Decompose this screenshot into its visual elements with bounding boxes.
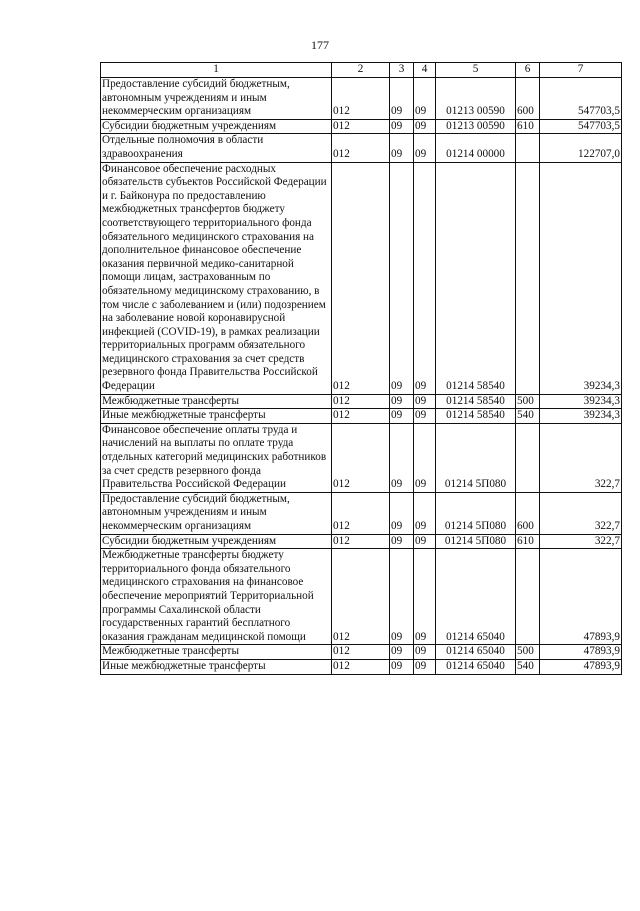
row-csr-cell: 01214 5П080 xyxy=(436,423,516,492)
row-name-cell: Межбюджетные трансферты xyxy=(101,645,332,660)
row-vr-cell: 610 xyxy=(516,534,540,549)
row-rz-cell: 09 xyxy=(390,549,414,645)
row-csr-cell: 01214 65040 xyxy=(436,645,516,660)
row-sum-cell: 47893,9 xyxy=(540,549,622,645)
row-sum-cell: 47893,9 xyxy=(540,645,622,660)
row-pr-cell: 09 xyxy=(414,78,436,120)
header-cell: 5 xyxy=(436,63,516,78)
row-name-cell: Предоставление субсидий бюджетным, автономным учреждениям и иным некоммерческим организациям xyxy=(101,78,332,120)
row-vr-cell: 540 xyxy=(516,659,540,674)
row-vr-cell: 610 xyxy=(516,119,540,134)
page-number: 177 xyxy=(311,38,329,52)
row-pr-cell: 09 xyxy=(414,659,436,674)
table-row xyxy=(101,119,622,134)
row-name-cell: Межбюджетные трансферты xyxy=(101,394,332,409)
row-pr-cell: 09 xyxy=(414,534,436,549)
row-name-cell: Субсидии бюджетным учреждениям xyxy=(101,534,332,549)
table-row xyxy=(101,394,622,409)
row-sum-cell: 122707,0 xyxy=(540,134,622,162)
table-row xyxy=(101,78,622,120)
row-rz-cell: 09 xyxy=(390,423,414,492)
header-row xyxy=(101,63,622,78)
row-rz-cell: 09 xyxy=(390,534,414,549)
table-row xyxy=(101,492,622,534)
row-rz-cell: 09 xyxy=(390,119,414,134)
row-name-cell: Предоставление субсидий бюджетным, автономным учреждениям и иным некоммерческим организациям xyxy=(101,492,332,534)
table-row xyxy=(101,409,622,424)
row-vr-cell xyxy=(516,162,540,394)
row-sum-cell: 39234,3 xyxy=(540,409,622,424)
table-row xyxy=(101,134,622,162)
row-vr-cell: 600 xyxy=(516,492,540,534)
row-rz-cell: 09 xyxy=(390,162,414,394)
row-name-cell: Иные межбюджетные трансферты xyxy=(101,409,332,424)
row-ved-cell: 012 xyxy=(332,534,390,549)
row-csr-cell: 01214 5П080 xyxy=(436,492,516,534)
row-sum-cell: 322,7 xyxy=(540,534,622,549)
row-rz-cell: 09 xyxy=(390,645,414,660)
row-ved-cell: 012 xyxy=(332,645,390,660)
row-pr-cell: 09 xyxy=(414,492,436,534)
row-sum-cell: 39234,3 xyxy=(540,394,622,409)
row-ved-cell: 012 xyxy=(332,134,390,162)
row-csr-cell: 01214 00000 xyxy=(436,134,516,162)
row-pr-cell: 09 xyxy=(414,162,436,394)
row-pr-cell: 09 xyxy=(414,394,436,409)
header-cell: 1 xyxy=(101,63,332,78)
table-row xyxy=(101,549,622,645)
row-csr-cell: 01214 58540 xyxy=(436,409,516,424)
table-row xyxy=(101,645,622,660)
row-rz-cell: 09 xyxy=(390,409,414,424)
row-vr-cell: 500 xyxy=(516,645,540,660)
row-name-cell: Финансовое обеспечение оплаты труда и начислений на выплаты по оплате труда отдельных категорий медицинских работников за счет средств резервного фонда Правительства Российской Федерации xyxy=(101,423,332,492)
header-cell: 6 xyxy=(516,63,540,78)
row-rz-cell: 09 xyxy=(390,659,414,674)
row-ved-cell: 012 xyxy=(332,78,390,120)
row-csr-cell: 01213 00590 xyxy=(436,78,516,120)
row-ved-cell: 012 xyxy=(332,659,390,674)
row-vr-cell xyxy=(516,423,540,492)
row-pr-cell: 09 xyxy=(414,645,436,660)
row-csr-cell: 01214 65040 xyxy=(436,549,516,645)
header-cell: 2 xyxy=(332,63,390,78)
row-pr-cell: 09 xyxy=(414,409,436,424)
row-ved-cell: 012 xyxy=(332,119,390,134)
row-rz-cell: 09 xyxy=(390,134,414,162)
row-ved-cell: 012 xyxy=(332,492,390,534)
row-sum-cell: 547703,5 xyxy=(540,119,622,134)
table-row xyxy=(101,659,622,674)
row-pr-cell: 09 xyxy=(414,119,436,134)
header-cell: 4 xyxy=(414,63,436,78)
row-vr-cell: 540 xyxy=(516,409,540,424)
row-vr-cell: 500 xyxy=(516,394,540,409)
row-name-cell: Субсидии бюджетным учреждениям xyxy=(101,119,332,134)
row-csr-cell: 01214 58540 xyxy=(436,162,516,394)
row-name-cell: Финансовое обеспечение расходных обязательств субъектов Российской Федерации и г. Байконура по предоставлению межбюджетных трансфертов бюджету соответствующего территориального фонда обязательного медицинского страхования на дополнительное финансовое обеспечение оказания первичной медико-санитарной помощи лицам, застрахованным по обязательному медицинскому страхованию, в том числе с заболеванием и (или) подозрением на заболевание новой коронавирусной инфекцией (COVID-19), в рамках реализации территориальных программ обязательного медицинского страхования за счет средств резервного фонда Правительства Российской Федерации xyxy=(101,162,332,394)
row-ved-cell: 012 xyxy=(332,394,390,409)
row-csr-cell: 01213 00590 xyxy=(436,119,516,134)
row-name-cell: Межбюджетные трансферты бюджету территориального фонда обязательного медицинского страхования на финансовое обеспечение мероприятий Территориальной программы Сахалинской области государственных гарантий бесплатного оказания гражданам медицинской помощи xyxy=(101,549,332,645)
table-row xyxy=(101,423,622,492)
row-sum-cell: 47893,9 xyxy=(540,659,622,674)
row-rz-cell: 09 xyxy=(390,492,414,534)
row-ved-cell: 012 xyxy=(332,409,390,424)
row-sum-cell: 322,7 xyxy=(540,492,622,534)
header-cell: 3 xyxy=(390,63,414,78)
row-sum-cell: 322,7 xyxy=(540,423,622,492)
header-cell: 7 xyxy=(540,63,622,78)
row-pr-cell: 09 xyxy=(414,134,436,162)
row-pr-cell: 09 xyxy=(414,549,436,645)
row-ved-cell: 012 xyxy=(332,162,390,394)
row-name-cell: Иные межбюджетные трансферты xyxy=(101,659,332,674)
row-vr-cell xyxy=(516,134,540,162)
row-rz-cell: 09 xyxy=(390,394,414,409)
table-row xyxy=(101,162,622,394)
budget-table xyxy=(100,62,622,675)
row-pr-cell: 09 xyxy=(414,423,436,492)
table-row xyxy=(101,534,622,549)
row-ved-cell: 012 xyxy=(332,423,390,492)
row-vr-cell xyxy=(516,549,540,645)
row-csr-cell: 01214 5П080 xyxy=(436,534,516,549)
row-csr-cell: 01214 65040 xyxy=(436,659,516,674)
row-vr-cell: 600 xyxy=(516,78,540,120)
row-sum-cell: 547703,5 xyxy=(540,78,622,120)
row-ved-cell: 012 xyxy=(332,549,390,645)
row-csr-cell: 01214 58540 xyxy=(436,394,516,409)
row-name-cell: Отдельные полномочия в области здравоохранения xyxy=(101,134,332,162)
row-sum-cell: 39234,3 xyxy=(540,162,622,394)
row-rz-cell: 09 xyxy=(390,78,414,120)
